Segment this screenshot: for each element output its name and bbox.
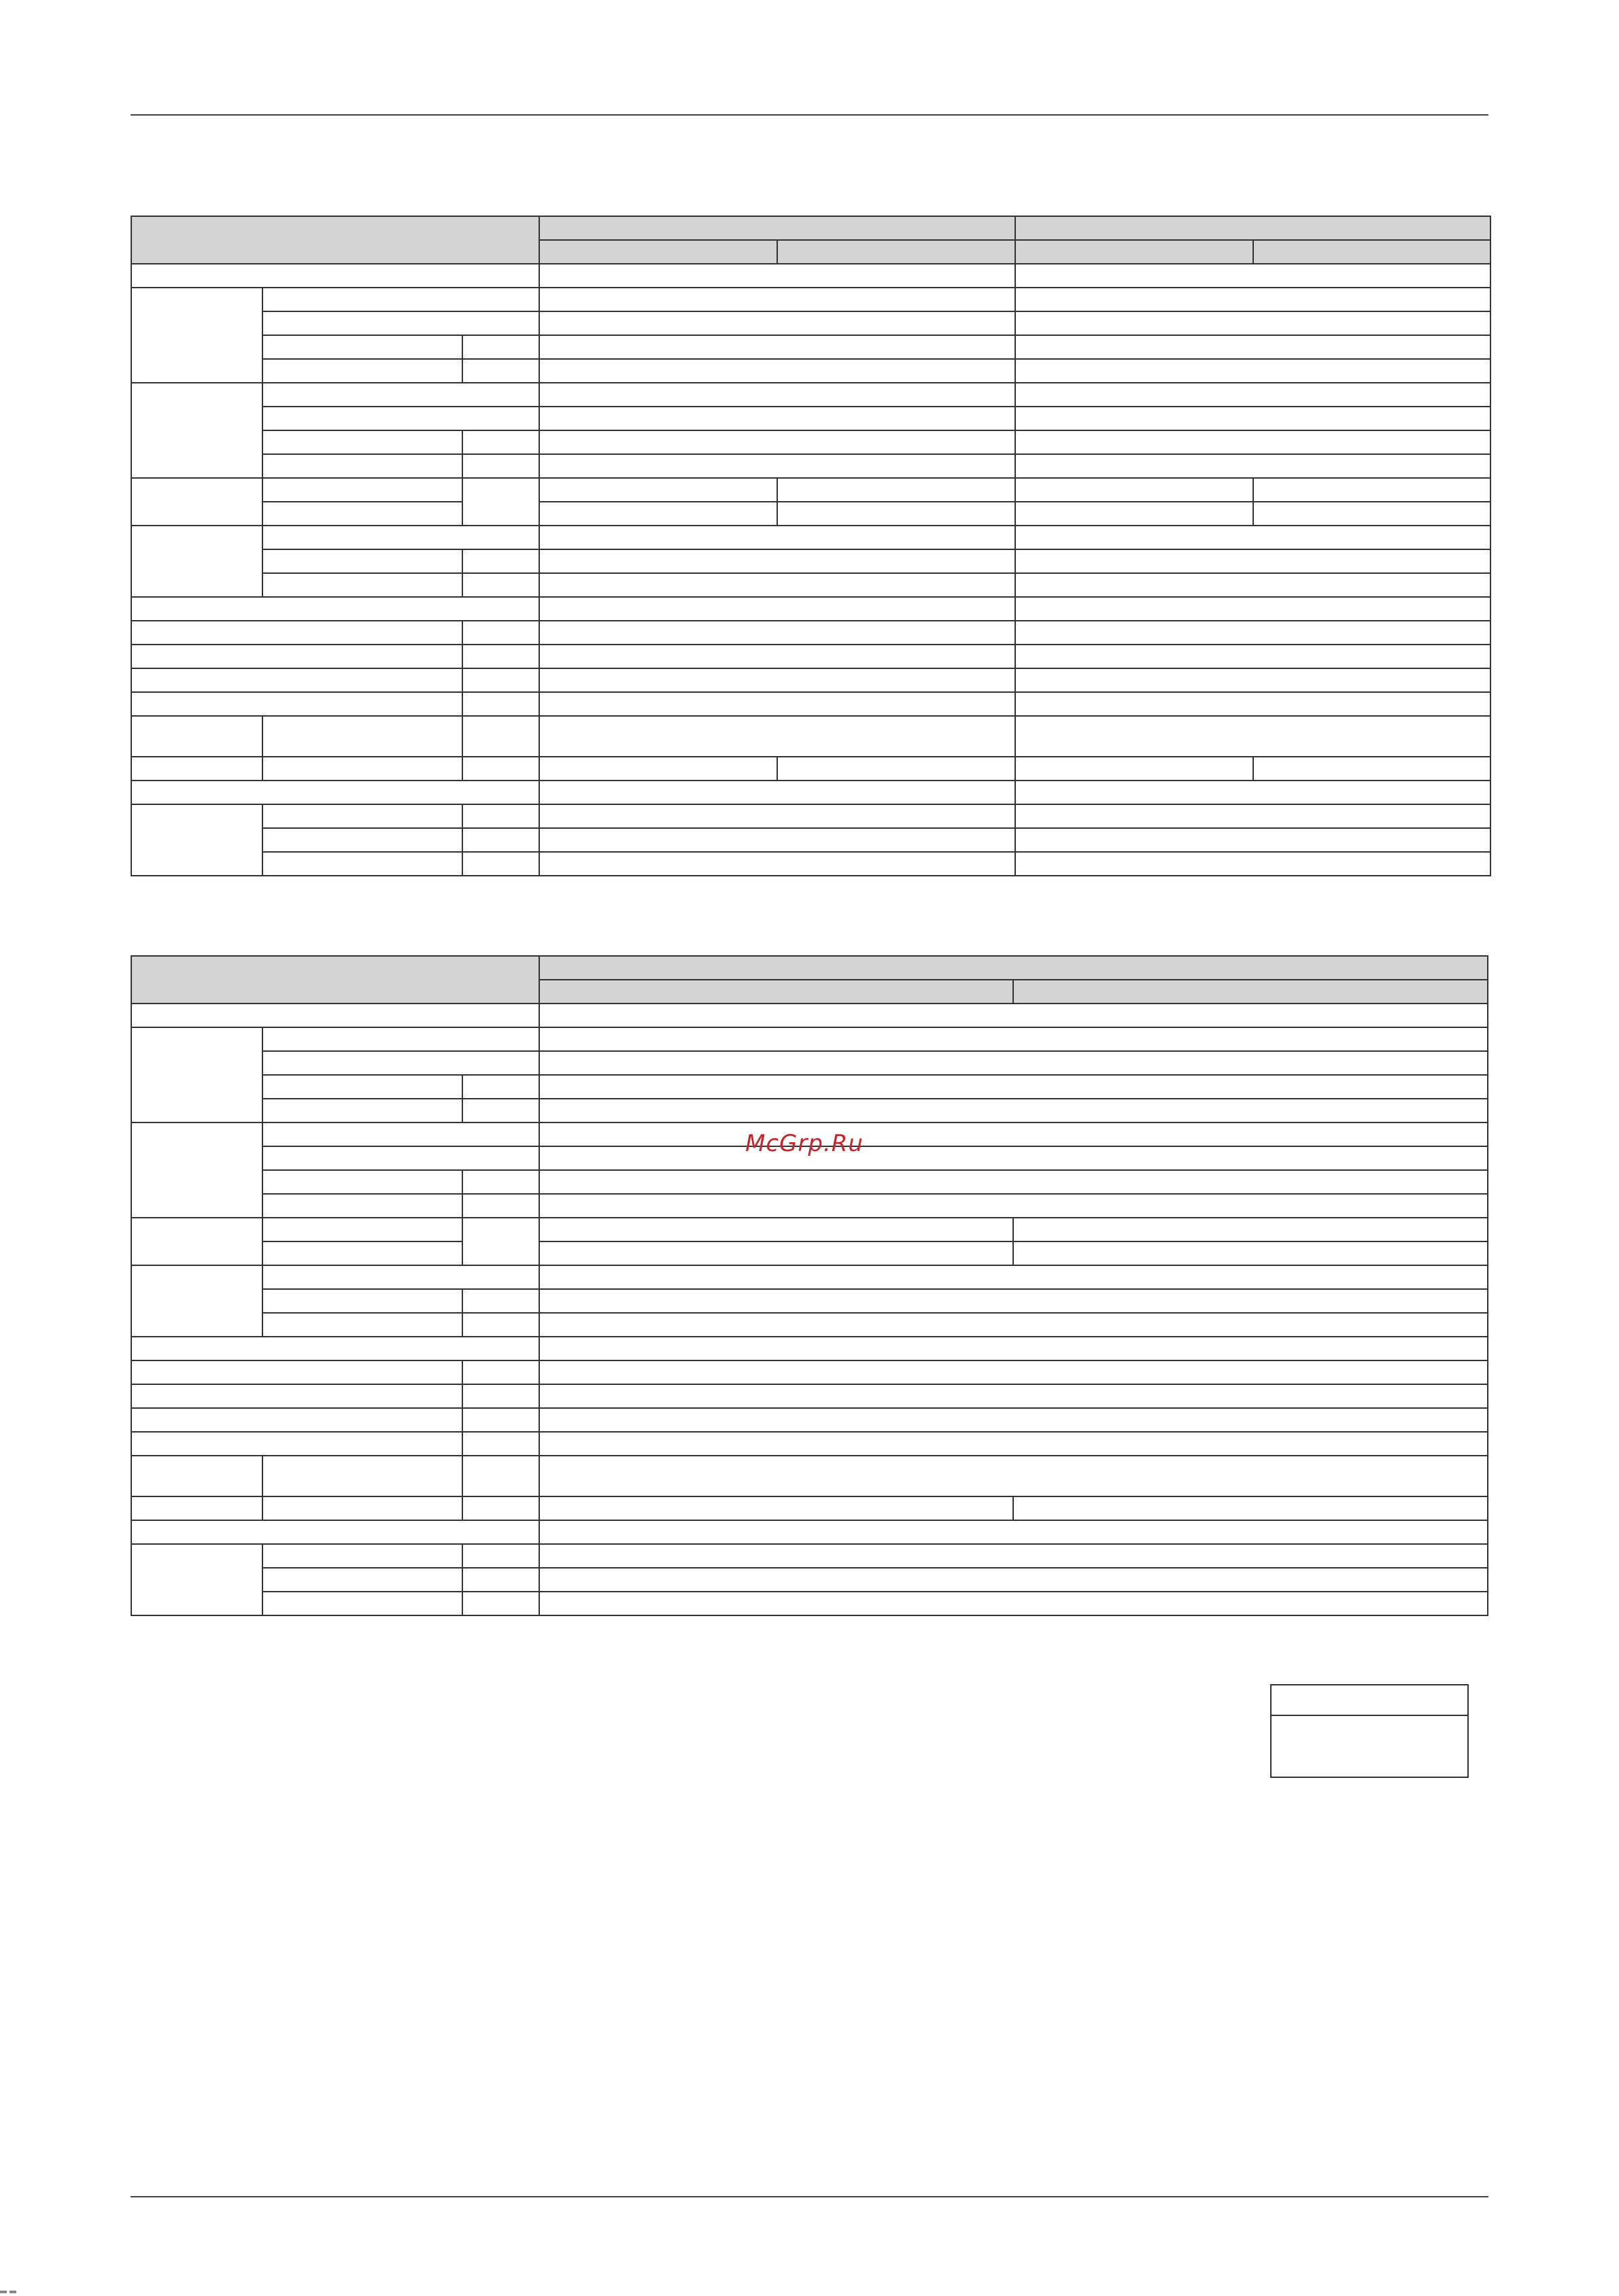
table-row (131, 1241, 1488, 1265)
table-row (131, 1051, 1488, 1075)
corner-mark (0, 2283, 20, 2287)
table-header-row (131, 956, 1488, 980)
table-row (131, 311, 1490, 335)
spec-table-1 (131, 216, 1491, 876)
table-row (131, 1027, 1488, 1051)
table-row (131, 1170, 1488, 1194)
table-row (131, 549, 1490, 573)
table-row (131, 407, 1490, 430)
table-row (131, 573, 1490, 597)
table-row (131, 1194, 1488, 1218)
spec-table-2 (131, 955, 1488, 1616)
table-row (131, 1218, 1488, 1241)
table-row (131, 1456, 1488, 1496)
table-row (131, 692, 1490, 716)
table-row (131, 852, 1490, 876)
table-row (131, 668, 1490, 692)
table-row (131, 430, 1490, 454)
table-row (131, 804, 1490, 828)
table-row (131, 383, 1490, 407)
table-row (131, 1384, 1488, 1408)
table-row (131, 1289, 1488, 1313)
table-row (131, 1337, 1488, 1360)
table-row (131, 502, 1490, 526)
table-row (131, 1099, 1488, 1123)
table-row (131, 1432, 1488, 1456)
table-row (131, 597, 1490, 621)
table-header-row (131, 216, 1490, 240)
table-row (131, 645, 1490, 668)
table-row (131, 1496, 1488, 1520)
table-row (131, 359, 1490, 383)
table-row (131, 454, 1490, 478)
table-row (131, 1408, 1488, 1432)
header-rule (131, 114, 1488, 116)
table-row (131, 1544, 1488, 1568)
table-row (131, 1313, 1488, 1337)
table-row (131, 828, 1490, 852)
table-row (131, 1360, 1488, 1384)
table-row (131, 621, 1490, 645)
table-row (131, 1265, 1488, 1289)
table-row (131, 264, 1490, 288)
note-box (1270, 1684, 1469, 1778)
footer-rule (131, 2196, 1488, 2197)
watermark-text: McGrp.Ru (745, 1130, 864, 1157)
table-row (131, 335, 1490, 359)
table-row (131, 1592, 1488, 1615)
table-row (131, 1520, 1488, 1544)
table-row (131, 1568, 1488, 1592)
table-row (131, 526, 1490, 549)
table-row (131, 1075, 1488, 1099)
table-row (131, 1004, 1488, 1027)
table-row (131, 781, 1490, 804)
table-row (131, 478, 1490, 502)
table-row (131, 716, 1490, 757)
table-row (131, 288, 1490, 311)
table-row (131, 757, 1490, 781)
